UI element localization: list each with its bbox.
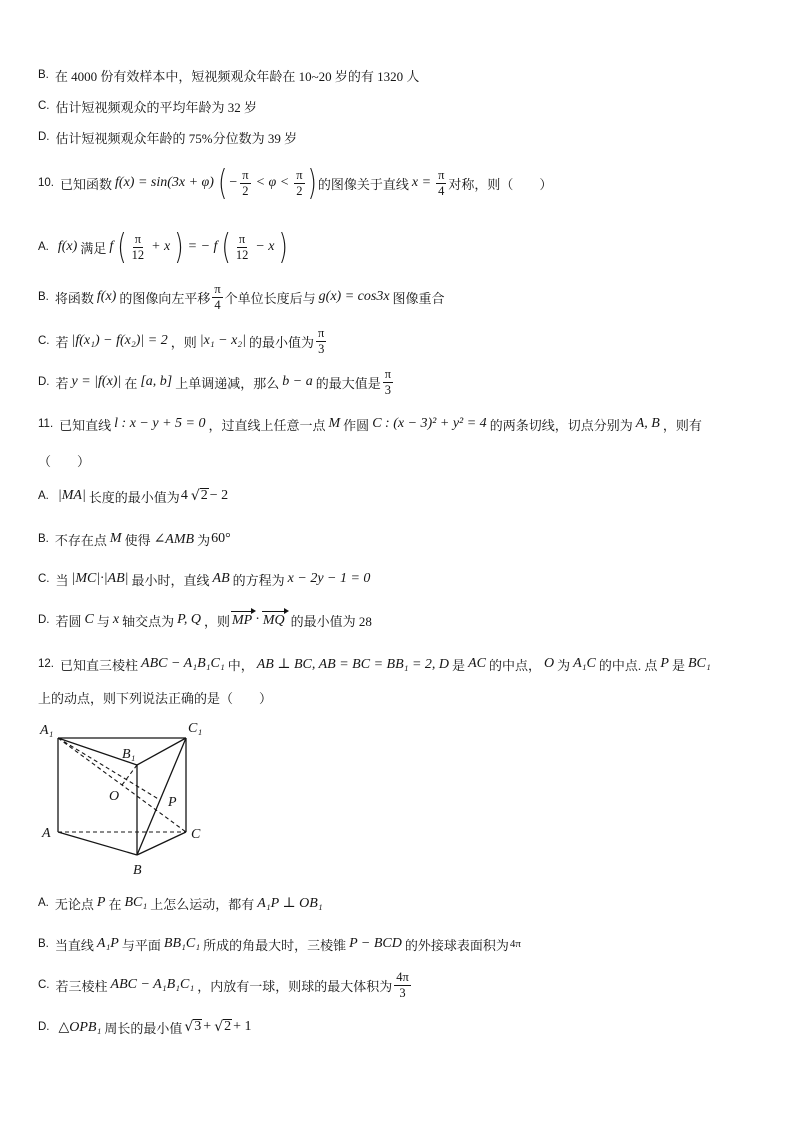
fraction (436, 168, 446, 198)
denominator: 2 (242, 183, 249, 198)
math: A, B (635, 416, 660, 431)
option-text: ，则 (203, 613, 230, 629)
math: 60° (211, 531, 231, 546)
left-paren: ( (217, 162, 228, 204)
numerator: π (238, 232, 246, 247)
option-text: 所成的角最大时，三棱锥 (203, 937, 347, 953)
math: BB₁C₁ (163, 936, 201, 951)
option-text: 若三棱柱 (55, 978, 108, 994)
option-label: C. (38, 573, 50, 585)
radicand: 3 (194, 1019, 202, 1035)
q12-option-d (38, 1015, 253, 1039)
option-label: B. (38, 291, 49, 303)
numerator: π (242, 168, 249, 183)
math: △OPB₁ (58, 1019, 102, 1035)
q10-option-b (38, 277, 445, 317)
option-text: 与平面 (121, 937, 161, 953)
option-label: C. (38, 100, 50, 112)
math: M (109, 531, 122, 546)
denominator: 12 (131, 247, 145, 262)
denominator: 4 (438, 183, 445, 198)
line-equation: x = (411, 175, 432, 190)
edge-bc (137, 832, 186, 855)
segment-bc1 (137, 738, 186, 855)
option-text: 若圆 (55, 613, 82, 629)
fraction (383, 367, 393, 397)
option-text: 的图像向左平移 (119, 290, 211, 306)
right-paren: ) (174, 226, 184, 268)
option-text: 个单位长度后与 (224, 290, 316, 306)
math: M (328, 416, 341, 431)
fraction (240, 168, 250, 198)
math: f(x) (96, 289, 117, 304)
math: ABC − A₁B₁C₁ (110, 977, 195, 992)
numerator: π (384, 367, 392, 382)
option-text: 上单调递减，那么 (175, 375, 280, 391)
option-label: D. (38, 1021, 50, 1033)
option-text: 的最小值为 28 (290, 613, 372, 629)
stem-text: ，则有 (662, 417, 702, 433)
denominator: 3 (318, 341, 325, 356)
math: f(x) (57, 239, 78, 254)
numerator: π (214, 282, 221, 297)
stem-text: 已知直三棱柱 (60, 657, 139, 673)
label-c1: C₁ (188, 721, 203, 736)
math: C (84, 612, 94, 627)
math: A₁C (573, 656, 596, 671)
math: + 1 (233, 1019, 252, 1034)
fraction (212, 282, 222, 312)
fraction (394, 970, 411, 1000)
option-label: D. (38, 376, 50, 388)
q10-option-d (38, 362, 395, 402)
option-text: 周长的最小值 (104, 1020, 183, 1036)
math: g(x) = cos3x (318, 289, 390, 304)
option-text: 估计短视频观众年龄的 75%分位数为 39 岁 (55, 130, 298, 146)
vector-mq: MQ (262, 613, 285, 629)
label-a: A (42, 826, 51, 841)
option-text: 的最小值为 (249, 334, 315, 350)
q9-option-d (38, 127, 297, 147)
q12-option-a (38, 893, 326, 913)
option-text: 为 (197, 532, 211, 548)
stem-text: 作圆 (343, 417, 370, 433)
stem-text: 的中点. 点 (598, 657, 658, 673)
q11-answer-paren (38, 450, 90, 470)
q11-stem (38, 414, 702, 434)
q10-stem (38, 163, 552, 203)
option-text: 估计短视频观众的平均年龄为 32 岁 (55, 99, 258, 115)
option-text: 的外接球表面积为 (404, 937, 509, 953)
label-c: C (191, 827, 201, 842)
stem-text: 的两条切线，切点分别为 (489, 417, 633, 433)
denominator: 3 (399, 985, 406, 1000)
right-paren: ) (307, 162, 317, 204)
q11-option-a (38, 486, 229, 506)
option-text: 满足 (80, 240, 107, 256)
option-label: A. (38, 241, 49, 253)
option-text: 不存在点 (54, 532, 107, 548)
stem-text: 已知函数 (60, 176, 113, 192)
math: P, Q (177, 612, 201, 627)
sqrt-sign: √ (214, 1019, 224, 1035)
denominator: 3 (384, 382, 391, 397)
math: BC₁ (124, 895, 148, 910)
math: BC₁ (687, 656, 711, 671)
option-label: C. (38, 335, 50, 347)
option-text: 将函数 (54, 290, 94, 306)
stem-text: 已知直线 (59, 417, 112, 433)
stem-text: 中， (227, 657, 254, 673)
option-text: 轴交点为 (122, 613, 175, 629)
stem-text: 的图像关于直线 (317, 176, 409, 192)
q11-option-c (38, 569, 373, 589)
option-text: 若 (55, 334, 69, 350)
label-o: O (109, 789, 120, 804)
edge-ab (58, 832, 137, 855)
q10-option-a (38, 227, 289, 267)
radicand: 2 (200, 488, 208, 504)
vector-mp: MP (231, 613, 253, 629)
math: x − 2y − 1 = 0 (287, 571, 371, 586)
math: = − f (187, 239, 218, 254)
option-text: ，内放有一球，则球的最大体积为 (197, 978, 393, 994)
left-paren: ( (117, 226, 127, 268)
q12-stem (38, 654, 714, 674)
math: x (112, 612, 120, 627)
question-number: 12. (38, 658, 54, 670)
math: b − a (282, 374, 313, 389)
stem-text: 的中点， (488, 657, 541, 673)
answer-blank: （ ） (38, 453, 91, 469)
math: f (109, 239, 114, 254)
option-label: D. (38, 614, 50, 626)
fraction (294, 168, 304, 198)
dot-product: · (255, 612, 260, 627)
right-paren: ) (278, 226, 288, 268)
math: − x (255, 239, 275, 254)
denominator: 4 (214, 297, 221, 312)
option-label: D. (38, 131, 50, 143)
option-label: A. (38, 490, 49, 502)
option-text: 最小时，直线 (131, 572, 210, 588)
denominator: 12 (235, 247, 249, 262)
question-number: 10. (38, 177, 54, 189)
left-paren: ( (221, 226, 231, 268)
numerator: π (318, 326, 325, 341)
q12-stem-continued (38, 687, 272, 707)
math: l : x − y + 5 = 0 (114, 416, 206, 431)
denominator: 2 (296, 183, 303, 198)
option-text: 的方程为 (232, 572, 285, 588)
sqrt-sign: √ (184, 1019, 194, 1035)
fraction (234, 232, 251, 262)
option-text: 在 (124, 375, 138, 391)
q10-option-c (38, 321, 328, 361)
function-expression: f(x) = sin(3x + φ) (115, 175, 214, 190)
math: P − BCD (349, 936, 402, 951)
stem-text: 是 (671, 657, 685, 673)
stem-text: 对称，则（ ） (448, 176, 553, 192)
question-number: 11. (38, 418, 54, 430)
math: |f(x₁) − f(x₂)| = 2 (71, 333, 168, 348)
math: P (660, 656, 669, 671)
option-text: 的最大值是 (315, 375, 381, 391)
math: [a, b] (140, 374, 173, 389)
option-label: B. (38, 69, 49, 81)
math: P (96, 895, 106, 910)
math: ∠AMB (153, 531, 195, 547)
option-text: 图像重合 (392, 290, 445, 306)
math: A₁P (96, 936, 119, 951)
option-text: 与 (96, 613, 110, 629)
math: 4π (509, 938, 521, 950)
option-text: 在 (108, 896, 122, 912)
minus-sign: − (229, 175, 238, 190)
option-text: 上怎么运动，都有 (150, 896, 255, 912)
q11-option-b (38, 529, 232, 549)
option-text: 若 (55, 375, 69, 391)
coefficient: 4 (180, 488, 188, 503)
stem-text: 为 (557, 657, 571, 673)
math: |MA| (57, 488, 86, 503)
numerator: π (134, 232, 141, 247)
option-label: B. (38, 533, 49, 545)
math: O (543, 656, 555, 671)
radicand: 2 (224, 1019, 232, 1035)
option-text: 当 (55, 572, 69, 588)
inequality: < φ < (255, 175, 290, 190)
q9-option-c (38, 96, 257, 116)
math: |x₁ − x₂| (199, 333, 247, 348)
fraction (130, 232, 147, 262)
prism-figure (38, 718, 218, 883)
option-text: 无论点 (54, 896, 94, 912)
math: y = |f(x)| (71, 374, 122, 389)
q9-option-b (38, 65, 419, 85)
math: − 2 (209, 488, 229, 503)
stem-text: 是 (452, 657, 466, 673)
option-text: 在 4000 份有效样本中，短视频观众年龄在 10~20 岁的有 1320 人 (54, 68, 420, 84)
math: |MC|·|AB| (71, 571, 129, 586)
segment-b1o (122, 765, 137, 785)
math: C : (x − 3)² + y² = 4 (372, 416, 487, 431)
label-b1: B₁ (122, 747, 136, 762)
option-label: A. (38, 897, 49, 909)
numerator: 4π (396, 970, 409, 985)
math: AB ⊥ BC, AB = BC = BB₁ = 2, D (256, 656, 450, 672)
q11-option-d (38, 608, 372, 632)
stem-text: ，过直线上任意一点 (208, 417, 326, 433)
option-label: C. (38, 979, 50, 991)
math: + x (151, 239, 171, 254)
fraction (316, 326, 326, 356)
option-label: B. (38, 938, 49, 950)
label-p: P (168, 795, 177, 810)
option-text: ，则 (170, 334, 197, 350)
option-text: 长度的最小值为 (88, 489, 180, 505)
stem-text: 上的动点，则下列说法正确的是（ ） (38, 690, 273, 706)
label-a1: A₁ (40, 723, 54, 738)
plus-sign: + (203, 1019, 212, 1034)
sqrt-sign: √ (190, 488, 200, 504)
label-b: B (133, 863, 142, 878)
numerator: π (438, 168, 445, 183)
option-text: 当直线 (54, 937, 94, 953)
math: ABC − A₁B₁C₁ (141, 656, 225, 671)
q12-option-b (38, 934, 522, 954)
q12-option-c (38, 965, 413, 1005)
numerator: π (296, 168, 303, 183)
edge-b1c1 (137, 738, 186, 765)
math: AC (468, 656, 486, 671)
math: AB (212, 571, 230, 586)
math: A₁P ⊥ OB₁ (257, 895, 323, 911)
option-text: 使得 (124, 532, 151, 548)
